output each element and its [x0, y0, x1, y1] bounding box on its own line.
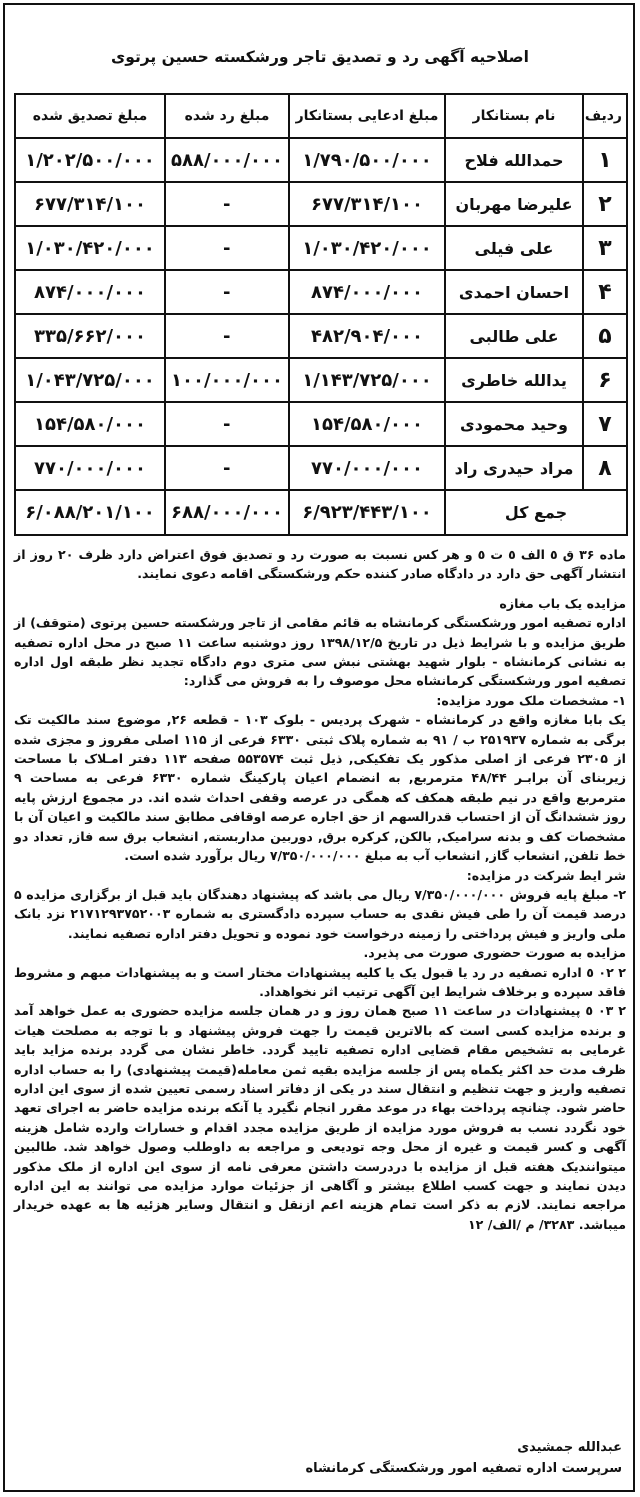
creditor-name: علی طالبی [445, 314, 583, 358]
claimed-amount: ۷۷۰/۰۰۰/۰۰۰ [289, 446, 445, 490]
specs-heading: ۱- مشخصات ملک مورد مزایده: [436, 692, 626, 708]
rejected-amount: - [165, 314, 289, 358]
header-confirmed: مبلغ تصدیق شده [15, 94, 165, 138]
total-confirmed: ۶/۰۸۸/۲۰۱/۱۰۰ [15, 490, 165, 535]
condition-202-paragraph: ۲ ۰۲ ٥ اداره تصفیه در رد یا قبول یک یا کلیه پیشنهادات مختار است و به پیشنهادات مبهم و مشروط فاقد سپرده و برخلاف شرایط این آگهی ترتیب اثر نخواهداد. [14, 964, 626, 999]
creditor-name: وحید محمودی [445, 402, 583, 446]
row-index: ۴ [583, 270, 627, 314]
conditions-heading: شر ایط شرکت در مزایده: [466, 867, 626, 883]
confirmed-amount: ۱۵۴/۵۸۰/۰۰۰ [15, 402, 165, 446]
creditor-name: احسان احمدی [445, 270, 583, 314]
creditors-table [14, 93, 628, 536]
table-row [15, 226, 627, 270]
claimed-amount: ۶۷۷/۳۱۴/۱۰۰ [289, 182, 445, 226]
row-index: ۷ [583, 402, 627, 446]
creditor-name: یدالله خاطری [445, 358, 583, 402]
header-claimed: مبلغ ادعایی بستانکار [289, 94, 445, 138]
claimed-amount: ۴۸۲/۹۰۴/۰۰۰ [289, 314, 445, 358]
claimed-amount: ۱/۷۹۰/۵۰۰/۰۰۰ [289, 138, 445, 182]
table-header-row [15, 94, 627, 138]
specs-paragraph: یک بابا مغازه واقع در کرمانشاه - شهرک پردیس - بلوک ۱۰۳ - قطعه ۲۶, موضوع سند مالکیت تک برگی به شماره ۲۵۱۹۳۷ ب / ۹۱ به شماره پلاک ثبتی ۶۳۳۰ فرعی از ۱۱۵ اصلی مفروز و مجزی شده از ۲۳۰۵ فرعی از اصلی مذکور یک تفکیکی, ذیل ثبت ۵۵۳۵۷۴ صفحه ۱۱۳ دفتر امـلاک با مساحت زیربنای آن برابـر ۴۸/۴۴ مترمربع, به انضمام اعیان پارکینگ شماره ۶۳۳۰ فرعی به مساحت ۹ مترمربع واقع در نیم طبقه همکف که همگی در عرصه وقفی احداث شده اند. در مجموع ارزش پایه روز ششدانگ آن از احتساب قدرالسهم از حق اجاره عرصه اوقافی مطابق سند مالکیت و اعیان آن با مشخصات کف و بدنه سرامیک, بالکن, کرکره برق, دوربین مداربسته, انشعاب برق سه فاز, تعداد دو خط تلفن, انشعاب گاز, انشعاب آب به مبلغ ۷/۳۵۰/۰۰۰/۰۰۰ ریال برآورد شده است. [14, 712, 627, 864]
creditor-name: علی فیلی [445, 226, 583, 270]
creditor-name: علیرضا مهربان [445, 182, 583, 226]
row-index: ۲ [583, 182, 627, 226]
signatory-name: عبدالله جمشیدی [517, 1440, 622, 1455]
creditor-name: مراد حیدری راد [445, 446, 583, 490]
confirmed-amount: ۳۳۵/۶۶۲/۰۰۰ [15, 314, 165, 358]
row-index: ۳ [583, 226, 627, 270]
condition-302-paragraph: ۲ ۰۳ ٥ پیشنهادات در ساعت ۱۱ صبح همان روز و در همان جلسه مزایده حضوری به عمل خواهد آمد و برنده مزایده کسی است که بالاترین قیمت را جهت فروش پیشنهاد و با توجه به مصلحت هیات غرمایی به تشخیص مقام قضایی اداره تصفیه تایید گردد. خاطر نشان می گردد برنده مزاید باید ظرف مدت حد اکثر یکماه پس از جلسه مزایده بقیه ثمن معامله(قیمت پیشنهادی) را به حساب اداره تصفیه واریز و جهت تنظیم و انتقال سند در یکی از دفاتر اسناد رسمی تعیین شده از سوی این اداره حاضر شود. چنانچه پرداخت بهاء در موعد مقرر انجام نگیرد یا آنکه برنده مزایده حاضر به اجرای تعهد خود نگردد نسب به فروش مورد مزایده از طریق مزایده مجدد اقدام و خسارات وارده شامل هزینه آگهی و کسر قیمت و غیره از محل وجه تودیعی و مراجعه به داوطلب وصول خواهد شد. طالبین میتوانندیک هفته قبل از مزایده با دردرست داشتن معرفی نامه از سوی این اداره از ملک مذکور دیدن نمایند و جهت کسب اطلاع بیشتر و آگاهی از جزئیات موارد مزایده می توانند به این اداره مراجعه نمایند. لازم به ذکر است تمام هزینه اعم ازنقل و انتقال وسایر هزئیه ها به عهده خریدار میباشد. ۳۲۸۳/ م /الف/ ۱۲ [14, 1003, 626, 1232]
table-row [15, 358, 627, 402]
claimed-amount: ۱/۱۴۳/۷۲۵/۰۰۰ [289, 358, 445, 402]
confirmed-amount: ۶۷۷/۳۱۴/۱۰۰ [15, 182, 165, 226]
rejected-amount: ۵۸۸/۰۰۰/۰۰۰ [165, 138, 289, 182]
signatory-role: سرپرست اداره تصفیه امور ورشکستگی کرمانشاه [305, 1461, 622, 1476]
row-index: ۱ [583, 138, 627, 182]
rejected-amount: - [165, 226, 289, 270]
rejected-amount: ۱۰۰/۰۰۰/۰۰۰ [165, 358, 289, 402]
claimed-amount: ۱/۰۳۰/۴۲۰/۰۰۰ [289, 226, 445, 270]
confirmed-amount: ۱/۰۳۰/۴۲۰/۰۰۰ [15, 226, 165, 270]
auction-heading: مزایده یک باب مغازه [499, 595, 626, 611]
table-total-row [15, 490, 627, 535]
notice-title: اصلاحیه آگهی رد و تصدیق تاجر ورشکسته حسین پرتوی [111, 48, 529, 66]
row-index: ۶ [583, 358, 627, 402]
objection-paragraph: ماده ۳۶ ق ٥ الف ٥ ت ٥ و هر کس نسبت به صورت رد و تصدیق فوق اعتراض دارد ظرف ۲۰ روز از انتشار آگهی حق دارد در دادگاه صادر کننده حکم ورشکستگی اقامه دعوی نمایند. [14, 547, 626, 582]
table-row [15, 138, 627, 182]
creditor-name: حمدالله فلاح [445, 138, 583, 182]
table-row [15, 182, 627, 226]
rejected-amount: - [165, 270, 289, 314]
header-index: ردیف [583, 94, 627, 138]
claimed-amount: ۸۷۴/۰۰۰/۰۰۰ [289, 270, 445, 314]
total-label: جمع کل [445, 490, 627, 535]
rejected-amount: - [165, 402, 289, 446]
confirmed-amount: ۸۷۴/۰۰۰/۰۰۰ [15, 270, 165, 314]
claimed-amount: ۱۵۴/۵۸۰/۰۰۰ [289, 402, 445, 446]
in-person-paragraph: مزایده به صورت حضوری صورت می پذیرد. [363, 945, 626, 961]
confirmed-amount: ۷۷۰/۰۰۰/۰۰۰ [15, 446, 165, 490]
table-row [15, 270, 627, 314]
notice-body [14, 545, 626, 1234]
row-index: ۸ [583, 446, 627, 490]
auction-intro-paragraph: اداره تصفیه امور ورشکستگی کرمانشاه به قائم مقامی از تاجر ورشکسته حسین پرتوی (متوقف) از طریق مزایده و با شرایط ذیل در تاریخ ۱۳۹۸/۱۲/۵ روز دوشنبه ساعت ۱۱ صبح در محل اداره تصفیه به نشانی کرمانشاه - بلوار شهید بهشتی نبش سی متری دوم دادگاه تجدید نظر طبقه اول اداره تصفیه امور ورشکستگی کرمانشاه محل موصوف را به فروش می گذارد: [14, 615, 626, 689]
rejected-amount: - [165, 446, 289, 490]
condition-2-paragraph: ۲- مبلغ پایه فروش ۷/۳۵۰/۰۰۰/۰۰۰ ریال می باشد که پیشنهاد دهندگان باید قبل از برگزاری مزایده ۵ درصد قیمت آن را طی فیش نقدی به حساب سپرده دادگستری به شماره ۲۱۷۱۲۹۳۷۵۲۰۰۳ نزد بانک ملی واریز و فیش پرداختی را زمینه درخواست خود نموده و تحویل دفتر اداره تصفیه نمایند. [14, 886, 627, 941]
table-row [15, 402, 627, 446]
table-row [15, 446, 627, 490]
header-name: نام بستانکار [445, 94, 583, 138]
table-row [15, 314, 627, 358]
row-index: ۵ [583, 314, 627, 358]
header-rejected: مبلغ رد شده [165, 94, 289, 138]
total-rejected: ۶۸۸/۰۰۰/۰۰۰ [165, 490, 289, 535]
rejected-amount: - [165, 182, 289, 226]
confirmed-amount: ۱/۰۴۳/۷۲۵/۰۰۰ [15, 358, 165, 402]
total-claimed: ۶/۹۲۳/۴۴۳/۱۰۰ [289, 490, 445, 535]
confirmed-amount: ۱/۲۰۲/۵۰۰/۰۰۰ [15, 138, 165, 182]
